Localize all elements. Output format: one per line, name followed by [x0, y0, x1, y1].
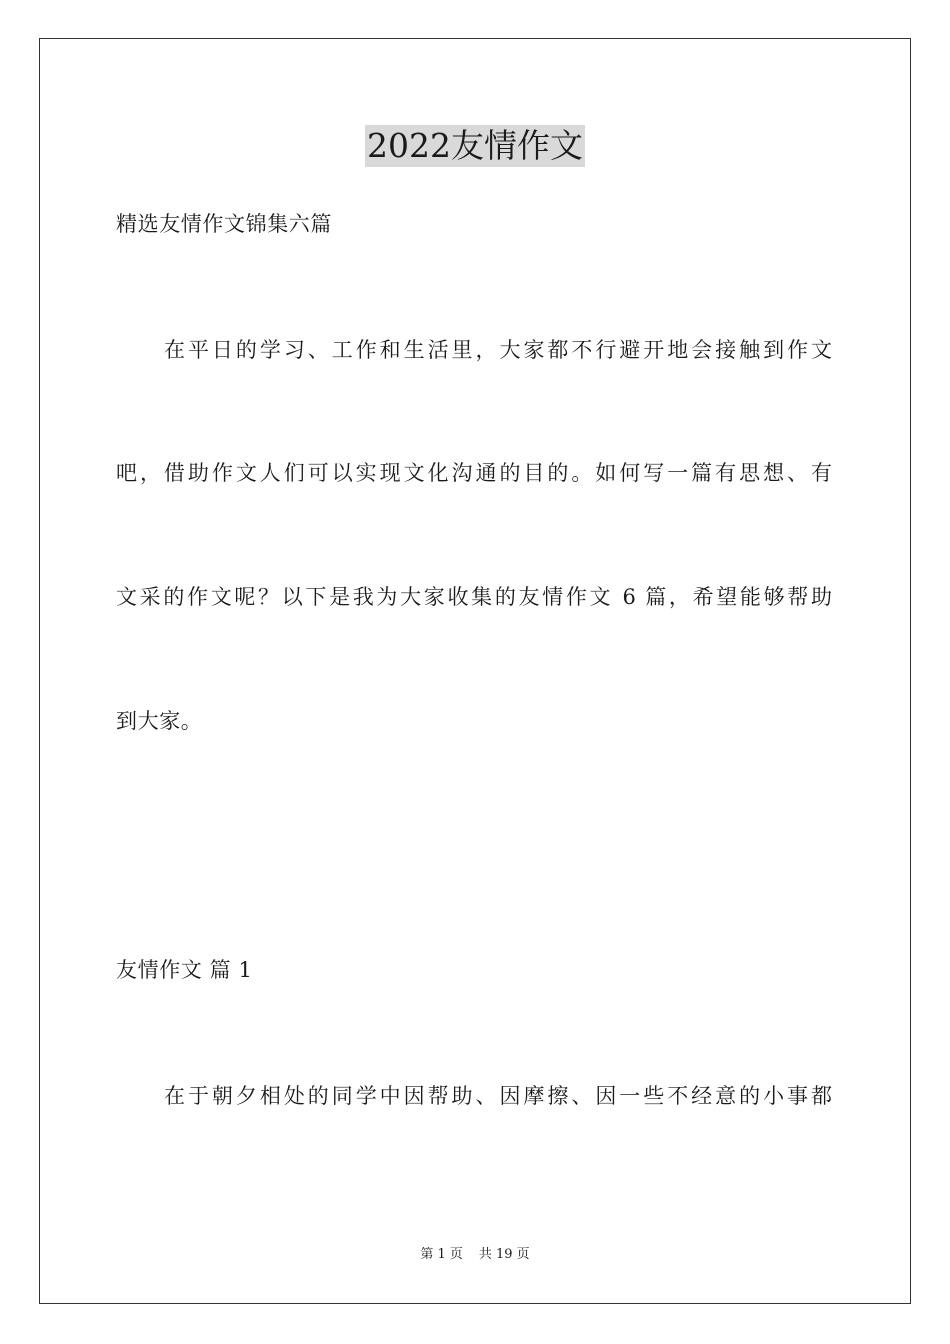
section-heading: 友情作文 篇 1: [116, 958, 253, 982]
page-number: 第 1 页: [420, 1247, 463, 1262]
paragraph-line: 到大家。: [116, 709, 203, 733]
page-total: 共 19 页: [478, 1247, 530, 1262]
document-subtitle: 精选友情作文锦集六篇: [116, 212, 332, 236]
title-container: [0, 125, 950, 167]
paragraph-line: 吧，借助作文人们可以实现文化沟通的目的。如何写一篇有思想、有: [116, 461, 832, 485]
paragraph-line: 在于朝夕相处的同学中因帮助、因摩擦、因一些不经意的小事都: [164, 1084, 832, 1108]
paragraph-line: 文采的作文呢？以下是我为大家收集的友情作文 6 篇，希望能够帮助: [116, 585, 832, 609]
paragraph-line: 在平日的学习、工作和生活里，大家都不行避开地会接触到作文: [164, 338, 832, 362]
document-title: 2022友情作文: [367, 126, 583, 165]
page-footer: [0, 1246, 950, 1264]
